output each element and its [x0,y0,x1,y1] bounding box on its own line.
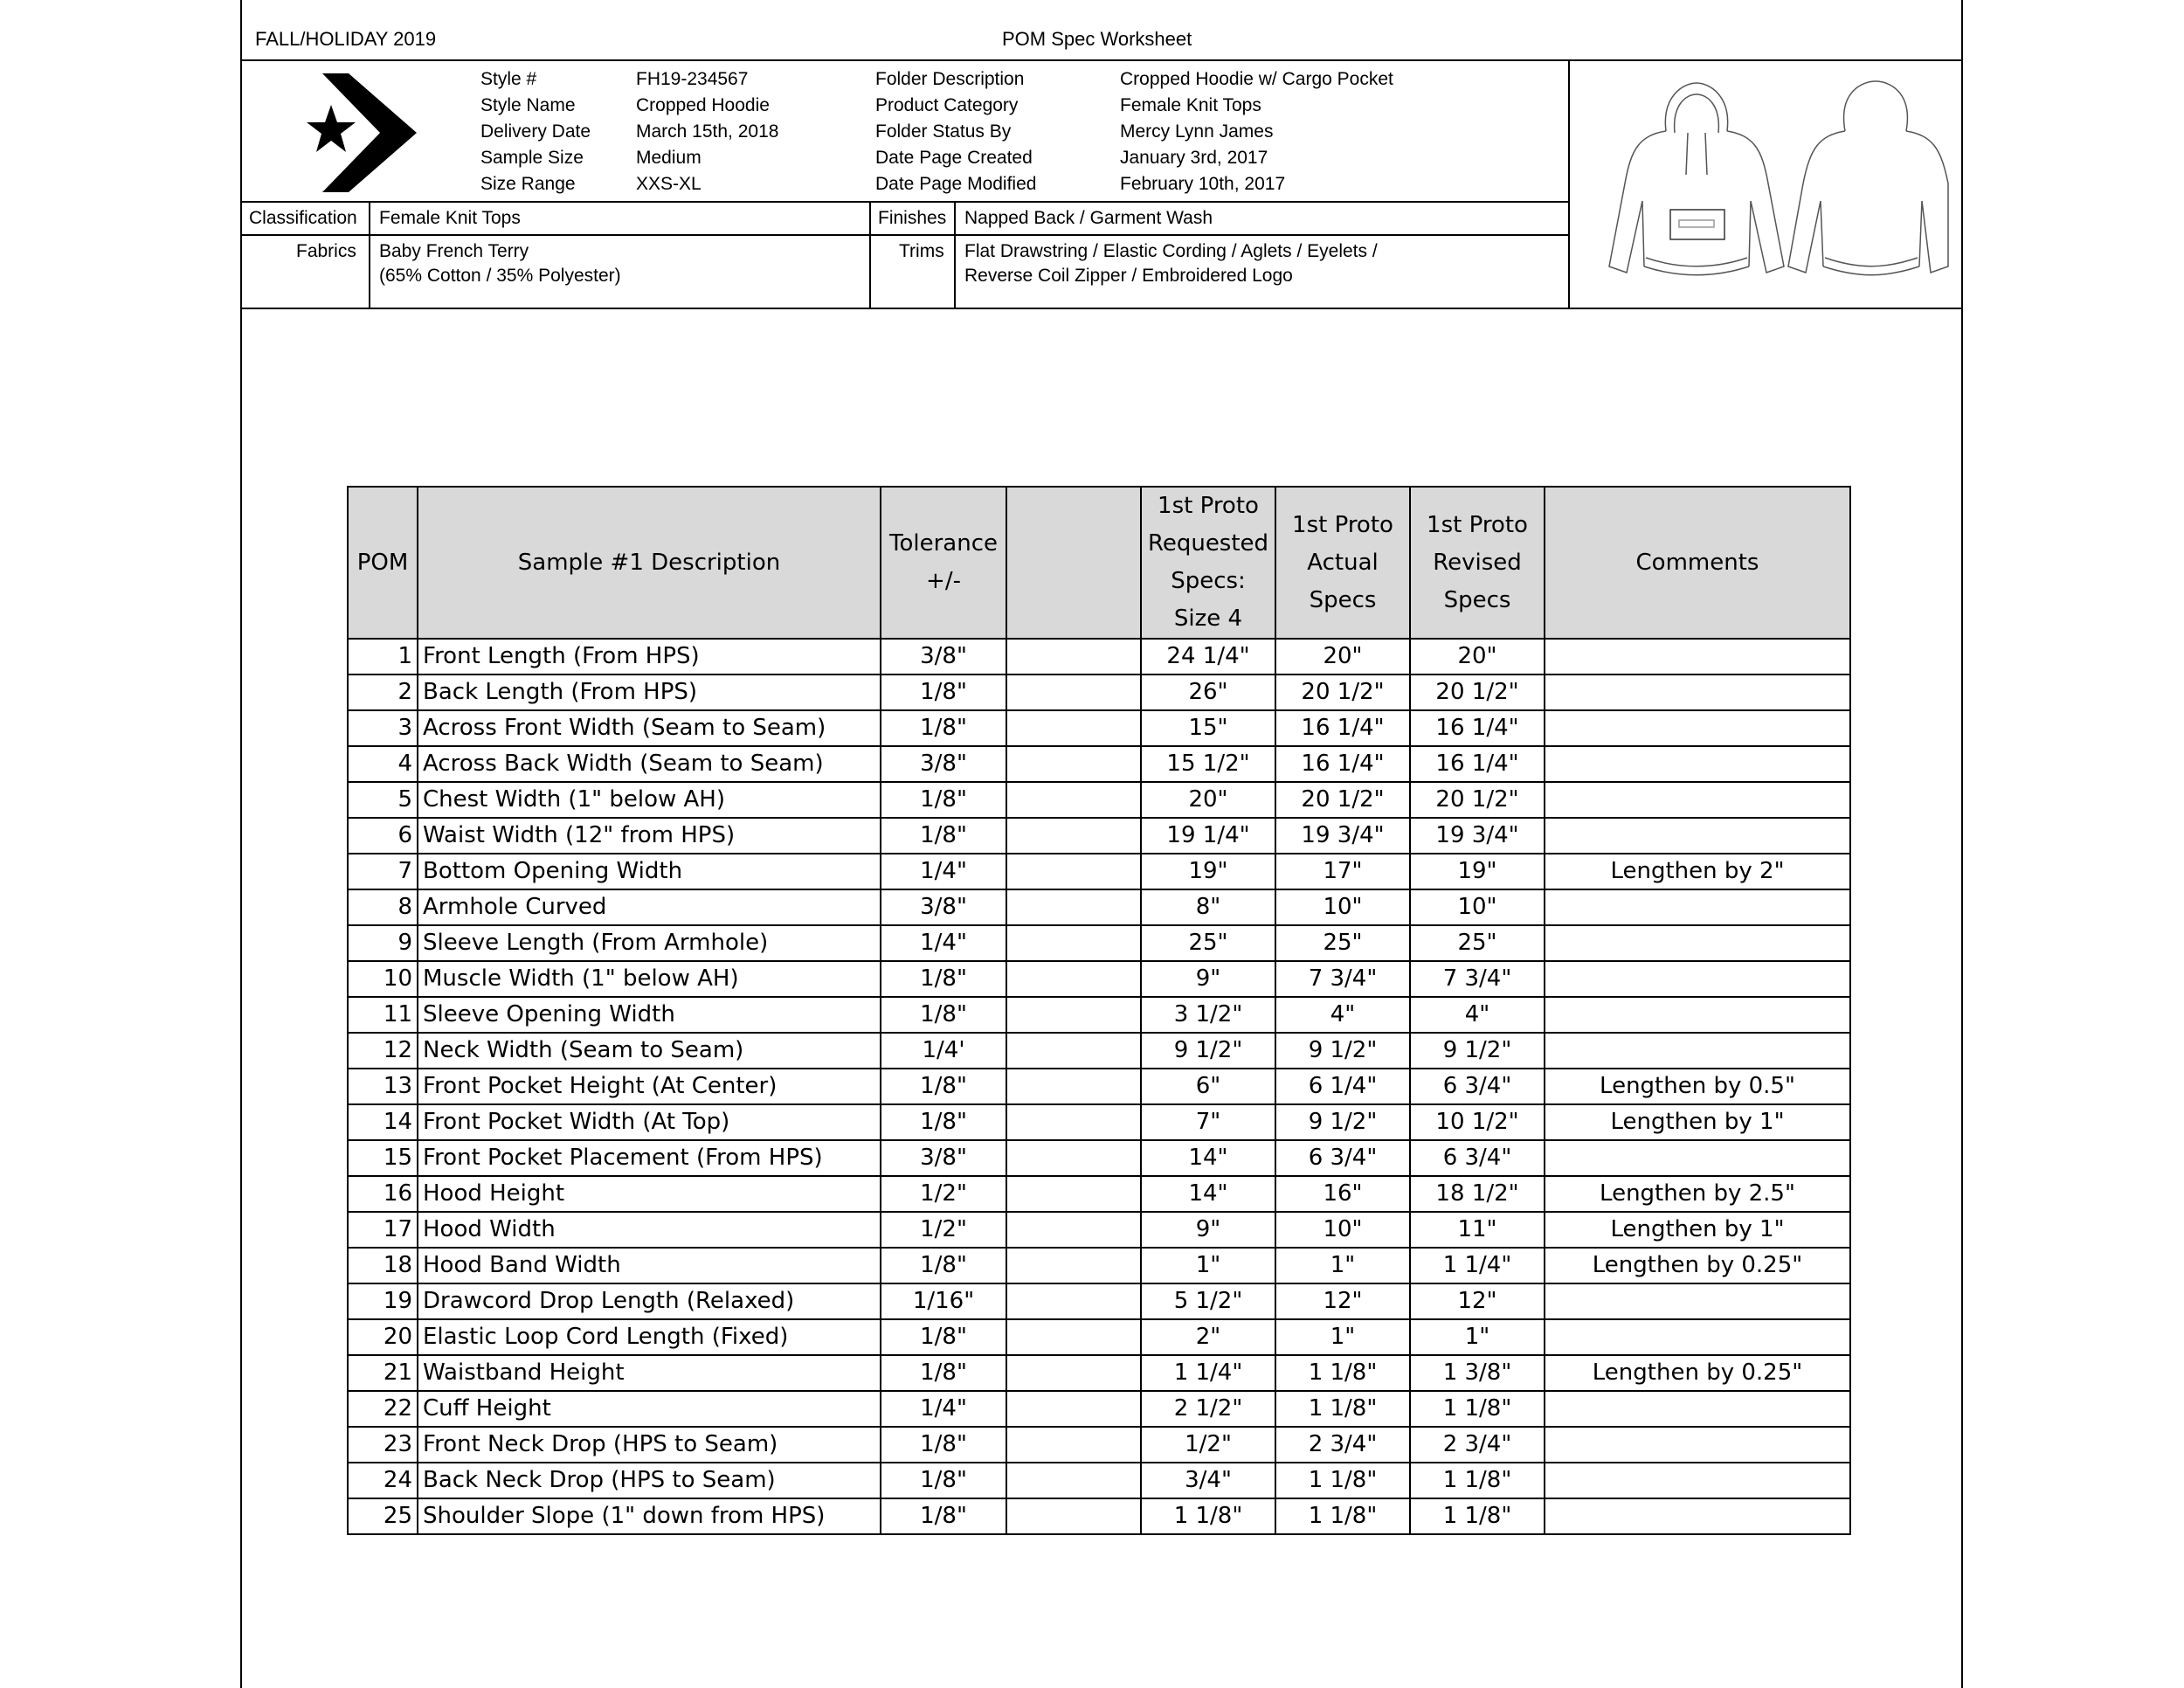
description-cell: Shoulder Slope (1" down from HPS) [418,1498,881,1534]
table-row [348,1498,1850,1534]
actual-spec-cell: 1" [1275,1319,1410,1355]
info-divider [242,201,1568,203]
blank-cell [1006,1176,1141,1212]
revised-spec-cell: 1 1/4" [1410,1248,1545,1283]
tolerance-cell: 1/2" [881,1212,1006,1248]
pom-cell: 2 [348,675,418,710]
description-cell: Front Pocket Width (At Top) [418,1104,881,1140]
actual-spec-cell: 1" [1275,1248,1410,1283]
date-created-value: January 3rd, 2017 [1120,148,1268,168]
table-row [348,925,1850,961]
pom-cell: 4 [348,746,418,782]
revised-spec-cell: 20" [1410,639,1545,675]
table-row [348,1355,1850,1391]
tolerance-cell: 3/8" [881,1140,1006,1176]
table-row [348,1248,1850,1283]
description-cell: Front Pocket Placement (From HPS) [418,1140,881,1176]
comments-cell [1545,925,1850,961]
blank-cell [1006,1355,1141,1391]
pom-cell: 13 [348,1069,418,1104]
description-cell: Neck Width (Seam to Seam) [418,1033,881,1069]
comments-cell [1545,710,1850,746]
description-cell: Chest Width (1" below AH) [418,782,881,818]
tolerance-cell: 1/8" [881,1319,1006,1355]
requested-spec-cell: 3/4" [1141,1463,1275,1498]
tolerance-cell: 1/4" [881,925,1006,961]
revised-spec-cell: 11" [1410,1212,1545,1248]
requested-spec-cell: 20" [1141,782,1275,818]
tolerance-cell: 1/16" [881,1283,1006,1319]
comments-cell [1545,675,1850,710]
comments-cell [1545,1391,1850,1427]
top-bar [242,0,1961,61]
hoodie-sketch-icon [1600,79,1950,288]
header-description: Sample #1 Description [418,487,881,639]
comments-cell [1545,1319,1850,1355]
revised-spec-cell: 4" [1410,997,1545,1033]
description-cell: Across Back Width (Seam to Seam) [418,746,881,782]
blank-cell [1006,818,1141,854]
blank-cell [1006,1391,1141,1427]
revised-spec-cell: 12" [1410,1283,1545,1319]
requested-spec-cell: 2" [1141,1319,1275,1355]
description-cell: Cuff Height [418,1391,881,1427]
pom-cell: 22 [348,1391,418,1427]
blank-cell [1006,675,1141,710]
pom-cell: 9 [348,925,418,961]
requested-spec-cell: 6" [1141,1069,1275,1104]
blank-cell [1006,1104,1141,1140]
revised-spec-cell: 1 1/8" [1410,1463,1545,1498]
table-row [348,1212,1850,1248]
tolerance-cell: 1/8" [881,1463,1006,1498]
tolerance-cell: 1/8" [881,818,1006,854]
table-row [348,1391,1850,1427]
revised-spec-cell: 1" [1410,1319,1545,1355]
revised-spec-cell: 18 1/2" [1410,1176,1545,1212]
table-row [348,854,1850,889]
requested-spec-cell: 19" [1141,854,1275,889]
actual-spec-cell: 7 3/4" [1275,961,1410,997]
comments-cell [1545,889,1850,925]
pom-cell: 12 [348,1033,418,1069]
folder-status-label: Folder Status By [875,121,1012,142]
blank-cell [1006,1212,1141,1248]
actual-spec-cell: 20" [1275,639,1410,675]
folder-labels [875,66,1036,197]
pom-cell: 1 [348,639,418,675]
date-modified-label: Date Page Modified [875,174,1037,194]
revised-spec-cell: 10" [1410,889,1545,925]
description-cell: Armhole Curved [418,889,881,925]
style-number-label: Style # [480,69,537,89]
actual-spec-cell: 6 3/4" [1275,1140,1410,1176]
delivery-date-label: Delivery Date [480,121,591,142]
document-title: POM Spec Worksheet [1002,28,1192,50]
table-row [348,1104,1850,1140]
actual-spec-cell: 1 1/8" [1275,1498,1410,1534]
tolerance-cell: 1/2" [881,1176,1006,1212]
revised-spec-cell: 25" [1410,925,1545,961]
requested-spec-cell: 1/2" [1141,1427,1275,1463]
trims-line-1: Flat Drawstring / Elastic Cording / Aglets / Eyelets / [964,241,1378,261]
actual-spec-cell: 16 1/4" [1275,710,1410,746]
actual-spec-cell: 20 1/2" [1275,675,1410,710]
pom-cell: 5 [348,782,418,818]
style-header [242,61,1961,309]
folder-status-value: Mercy Lynn James [1120,121,1274,142]
tolerance-cell: 1/8" [881,1069,1006,1104]
table-row [348,1069,1850,1104]
pom-cell: 21 [348,1355,418,1391]
pom-cell: 15 [348,1140,418,1176]
pom-table-body [348,639,1850,1534]
style-name-label: Style Name [480,95,576,115]
actual-spec-cell: 1 1/8" [1275,1463,1410,1498]
blank-cell [1006,1319,1141,1355]
requested-spec-cell: 1 1/4" [1141,1355,1275,1391]
mid-divider [869,201,871,309]
revised-spec-cell: 9 1/2" [1410,1033,1545,1069]
actual-spec-cell: 25" [1275,925,1410,961]
table-row [348,961,1850,997]
header-blank [1006,487,1141,639]
description-cell: Bottom Opening Width [418,854,881,889]
tolerance-cell: 3/8" [881,639,1006,675]
description-cell: Elastic Loop Cord Length (Fixed) [418,1319,881,1355]
description-cell: Front Pocket Height (At Center) [418,1069,881,1104]
header-actual-specs: 1st Proto Actual Specs [1275,487,1410,639]
comments-cell [1545,1033,1850,1069]
actual-spec-cell: 9 1/2" [1275,1104,1410,1140]
description-cell: Front Length (From HPS) [418,639,881,675]
pom-cell: 6 [348,818,418,854]
actual-spec-cell: 10" [1275,1212,1410,1248]
requested-spec-cell: 19 1/4" [1141,818,1275,854]
revised-spec-cell: 19" [1410,854,1545,889]
description-cell: Hood Band Width [418,1248,881,1283]
revised-spec-cell: 7 3/4" [1410,961,1545,997]
table-row [348,997,1850,1033]
actual-spec-cell: 1 1/8" [1275,1355,1410,1391]
folder-values [1120,66,1393,197]
requested-spec-cell: 7" [1141,1104,1275,1140]
header-comments: Comments [1545,487,1850,639]
requested-spec-cell: 9" [1141,1212,1275,1248]
style-labels [480,66,591,197]
size-range-value: XXS-XL [636,174,702,194]
pom-cell: 19 [348,1283,418,1319]
trims-label: Trims [899,241,944,261]
header-pom: POM [348,487,418,639]
style-values [636,66,778,197]
classification-value: Female Knit Tops [379,208,521,228]
requested-spec-cell: 2 1/2" [1141,1391,1275,1427]
description-cell: Sleeve Length (From Armhole) [418,925,881,961]
revised-spec-cell: 16 1/4" [1410,710,1545,746]
pom-cell: 11 [348,997,418,1033]
description-cell: Across Front Width (Seam to Seam) [418,710,881,746]
table-row [348,1463,1850,1498]
revised-spec-cell: 16 1/4" [1410,746,1545,782]
date-modified-value: February 10th, 2017 [1120,174,1286,194]
revised-spec-cell: 20 1/2" [1410,675,1545,710]
label-divider-right [954,201,956,309]
requested-spec-cell: 5 1/2" [1141,1283,1275,1319]
pom-cell: 10 [348,961,418,997]
blank-cell [1006,1427,1141,1463]
tolerance-cell: 1/4' [881,1033,1006,1069]
requested-spec-cell: 1 1/8" [1141,1498,1275,1534]
description-cell: Hood Width [418,1212,881,1248]
pom-spec-table [347,486,1851,1535]
blank-cell [1006,782,1141,818]
finishes-label: Finishes [878,208,947,228]
tolerance-cell: 1/8" [881,675,1006,710]
actual-spec-cell: 2 3/4" [1275,1427,1410,1463]
requested-spec-cell: 15" [1141,710,1275,746]
pom-cell: 8 [348,889,418,925]
pom-cell: 16 [348,1176,418,1212]
table-row [348,639,1850,675]
blank-cell [1006,1498,1141,1534]
season-label: FALL/HOLIDAY 2019 [255,28,437,50]
pom-cell: 3 [348,710,418,746]
fabrics-line-2: (65% Cotton / 35% Polyester) [379,266,621,286]
sketch-divider [1568,61,1570,309]
blank-cell [1006,925,1141,961]
product-category-value: Female Knit Tops [1120,95,1261,115]
fabrics-label: Fabrics [296,241,356,261]
tolerance-cell: 1/8" [881,710,1006,746]
description-cell: Back Length (From HPS) [418,675,881,710]
delivery-date-value: March 15th, 2018 [636,121,779,142]
revised-spec-cell: 1 3/8" [1410,1355,1545,1391]
blank-cell [1006,1248,1141,1283]
comments-cell: Lengthen by 2.5" [1545,1176,1850,1212]
table-row [348,1033,1850,1069]
pom-cell: 17 [348,1212,418,1248]
description-cell: Front Neck Drop (HPS to Seam) [418,1427,881,1463]
actual-spec-cell: 16 1/4" [1275,746,1410,782]
comments-cell [1545,1427,1850,1463]
folder-description-label: Folder Description [875,69,1025,89]
table-row [348,1140,1850,1176]
revised-spec-cell: 20 1/2" [1410,782,1545,818]
product-category-label: Product Category [875,95,1019,115]
description-cell: Waistband Height [418,1355,881,1391]
table-row [348,1176,1850,1212]
tolerance-cell: 1/8" [881,1104,1006,1140]
requested-spec-cell: 24 1/4" [1141,639,1275,675]
comments-cell [1545,782,1850,818]
blank-cell [1006,997,1141,1033]
revised-spec-cell: 6 3/4" [1410,1140,1545,1176]
actual-spec-cell: 1 1/8" [1275,1391,1410,1427]
tolerance-cell: 1/8" [881,997,1006,1033]
description-cell: Back Neck Drop (HPS to Seam) [418,1463,881,1498]
pom-cell: 18 [348,1248,418,1283]
description-cell: Sleeve Opening Width [418,997,881,1033]
comments-cell: Lengthen by 1" [1545,1212,1850,1248]
comments-cell: Lengthen by 0.25" [1545,1248,1850,1283]
requested-spec-cell: 9 1/2" [1141,1033,1275,1069]
comments-cell [1545,746,1850,782]
style-number-value: FH19-234567 [636,69,749,89]
sample-size-label: Sample Size [480,148,584,168]
requested-spec-cell: 14" [1141,1140,1275,1176]
table-row [348,746,1850,782]
description-cell: Hood Height [418,1176,881,1212]
table-row [348,889,1850,925]
requested-spec-cell: 1" [1141,1248,1275,1283]
comments-cell [1545,1498,1850,1534]
table-row [348,675,1850,710]
blank-cell [1006,1140,1141,1176]
header-tolerance: Tolerance +/- [881,487,1006,639]
blank-cell [1006,1069,1141,1104]
actual-spec-cell: 16" [1275,1176,1410,1212]
blank-cell [1006,854,1141,889]
tolerance-cell: 1/4" [881,854,1006,889]
revised-spec-cell: 1 1/8" [1410,1498,1545,1534]
size-range-label: Size Range [480,174,576,194]
table-row [348,1319,1850,1355]
revised-spec-cell: 10 1/2" [1410,1104,1545,1140]
pom-cell: 25 [348,1498,418,1534]
comments-cell: Lengthen by 2" [1545,854,1850,889]
comments-cell [1545,1140,1850,1176]
tolerance-cell: 3/8" [881,746,1006,782]
tolerance-cell: 1/8" [881,1498,1006,1534]
pom-cell: 20 [348,1319,418,1355]
blank-cell [1006,889,1141,925]
requested-spec-cell: 14" [1141,1176,1275,1212]
tolerance-cell: 3/8" [881,889,1006,925]
actual-spec-cell: 12" [1275,1283,1410,1319]
requested-spec-cell: 26" [1141,675,1275,710]
actual-spec-cell: 6 1/4" [1275,1069,1410,1104]
date-created-label: Date Page Created [875,148,1033,168]
header-requested-specs: 1st Proto Requested Specs: Size 4 [1141,487,1275,639]
tolerance-cell: 1/8" [881,961,1006,997]
blank-cell [1006,1033,1141,1069]
blank-cell [1006,710,1141,746]
comments-cell: Lengthen by 1" [1545,1104,1850,1140]
style-name-value: Cropped Hoodie [636,95,770,115]
actual-spec-cell: 4" [1275,997,1410,1033]
tolerance-cell: 1/4" [881,1391,1006,1427]
sample-size-value: Medium [636,148,702,168]
requested-spec-cell: 15 1/2" [1141,746,1275,782]
spec-sheet-page [240,0,1963,1688]
fabrics-line-1: Baby French Terry [379,241,529,261]
tolerance-cell: 1/8" [881,1248,1006,1283]
trims-line-2: Reverse Coil Zipper / Embroidered Logo [964,266,1293,286]
comments-cell [1545,997,1850,1033]
tolerance-cell: 1/8" [881,782,1006,818]
description-cell: Drawcord Drop Length (Relaxed) [418,1283,881,1319]
comments-cell [1545,1463,1850,1498]
classification-divider [242,234,1568,236]
table-row [348,782,1850,818]
actual-spec-cell: 19 3/4" [1275,818,1410,854]
requested-spec-cell: 3 1/2" [1141,997,1275,1033]
pom-cell: 14 [348,1104,418,1140]
comments-cell [1545,1283,1850,1319]
comments-cell: Lengthen by 0.25" [1545,1355,1850,1391]
tolerance-cell: 1/8" [881,1427,1006,1463]
finishes-value: Napped Back / Garment Wash [964,208,1213,228]
description-cell: Waist Width (12" from HPS) [418,818,881,854]
tolerance-cell: 1/8" [881,1355,1006,1391]
requested-spec-cell: 25" [1141,925,1275,961]
table-row [348,818,1850,854]
blank-cell [1006,1463,1141,1498]
comments-cell: Lengthen by 0.5" [1545,1069,1850,1104]
blank-cell [1006,1283,1141,1319]
header-revised-specs: 1st Proto Revised Specs [1410,487,1545,639]
actual-spec-cell: 10" [1275,889,1410,925]
description-cell: Muscle Width (1" below AH) [418,961,881,997]
blank-cell [1006,639,1141,675]
pom-cell: 24 [348,1463,418,1498]
label-divider-left [369,201,370,309]
brand-logo-icon [296,72,445,194]
table-header-row [348,487,1850,639]
requested-spec-cell: 8" [1141,889,1275,925]
blank-cell [1006,961,1141,997]
table-row [348,710,1850,746]
revised-spec-cell: 6 3/4" [1410,1069,1545,1104]
requested-spec-cell: 9" [1141,961,1275,997]
comments-cell [1545,639,1850,675]
table-row [348,1283,1850,1319]
pom-cell: 7 [348,854,418,889]
classification-label: Classification [249,208,357,228]
actual-spec-cell: 17" [1275,854,1410,889]
revised-spec-cell: 19 3/4" [1410,818,1545,854]
actual-spec-cell: 20 1/2" [1275,782,1410,818]
actual-spec-cell: 9 1/2" [1275,1033,1410,1069]
comments-cell [1545,961,1850,997]
folder-description-value: Cropped Hoodie w/ Cargo Pocket [1120,69,1393,89]
blank-cell [1006,746,1141,782]
table-row [348,1427,1850,1463]
revised-spec-cell: 1 1/8" [1410,1391,1545,1427]
revised-spec-cell: 2 3/4" [1410,1427,1545,1463]
pom-cell: 23 [348,1427,418,1463]
comments-cell [1545,818,1850,854]
